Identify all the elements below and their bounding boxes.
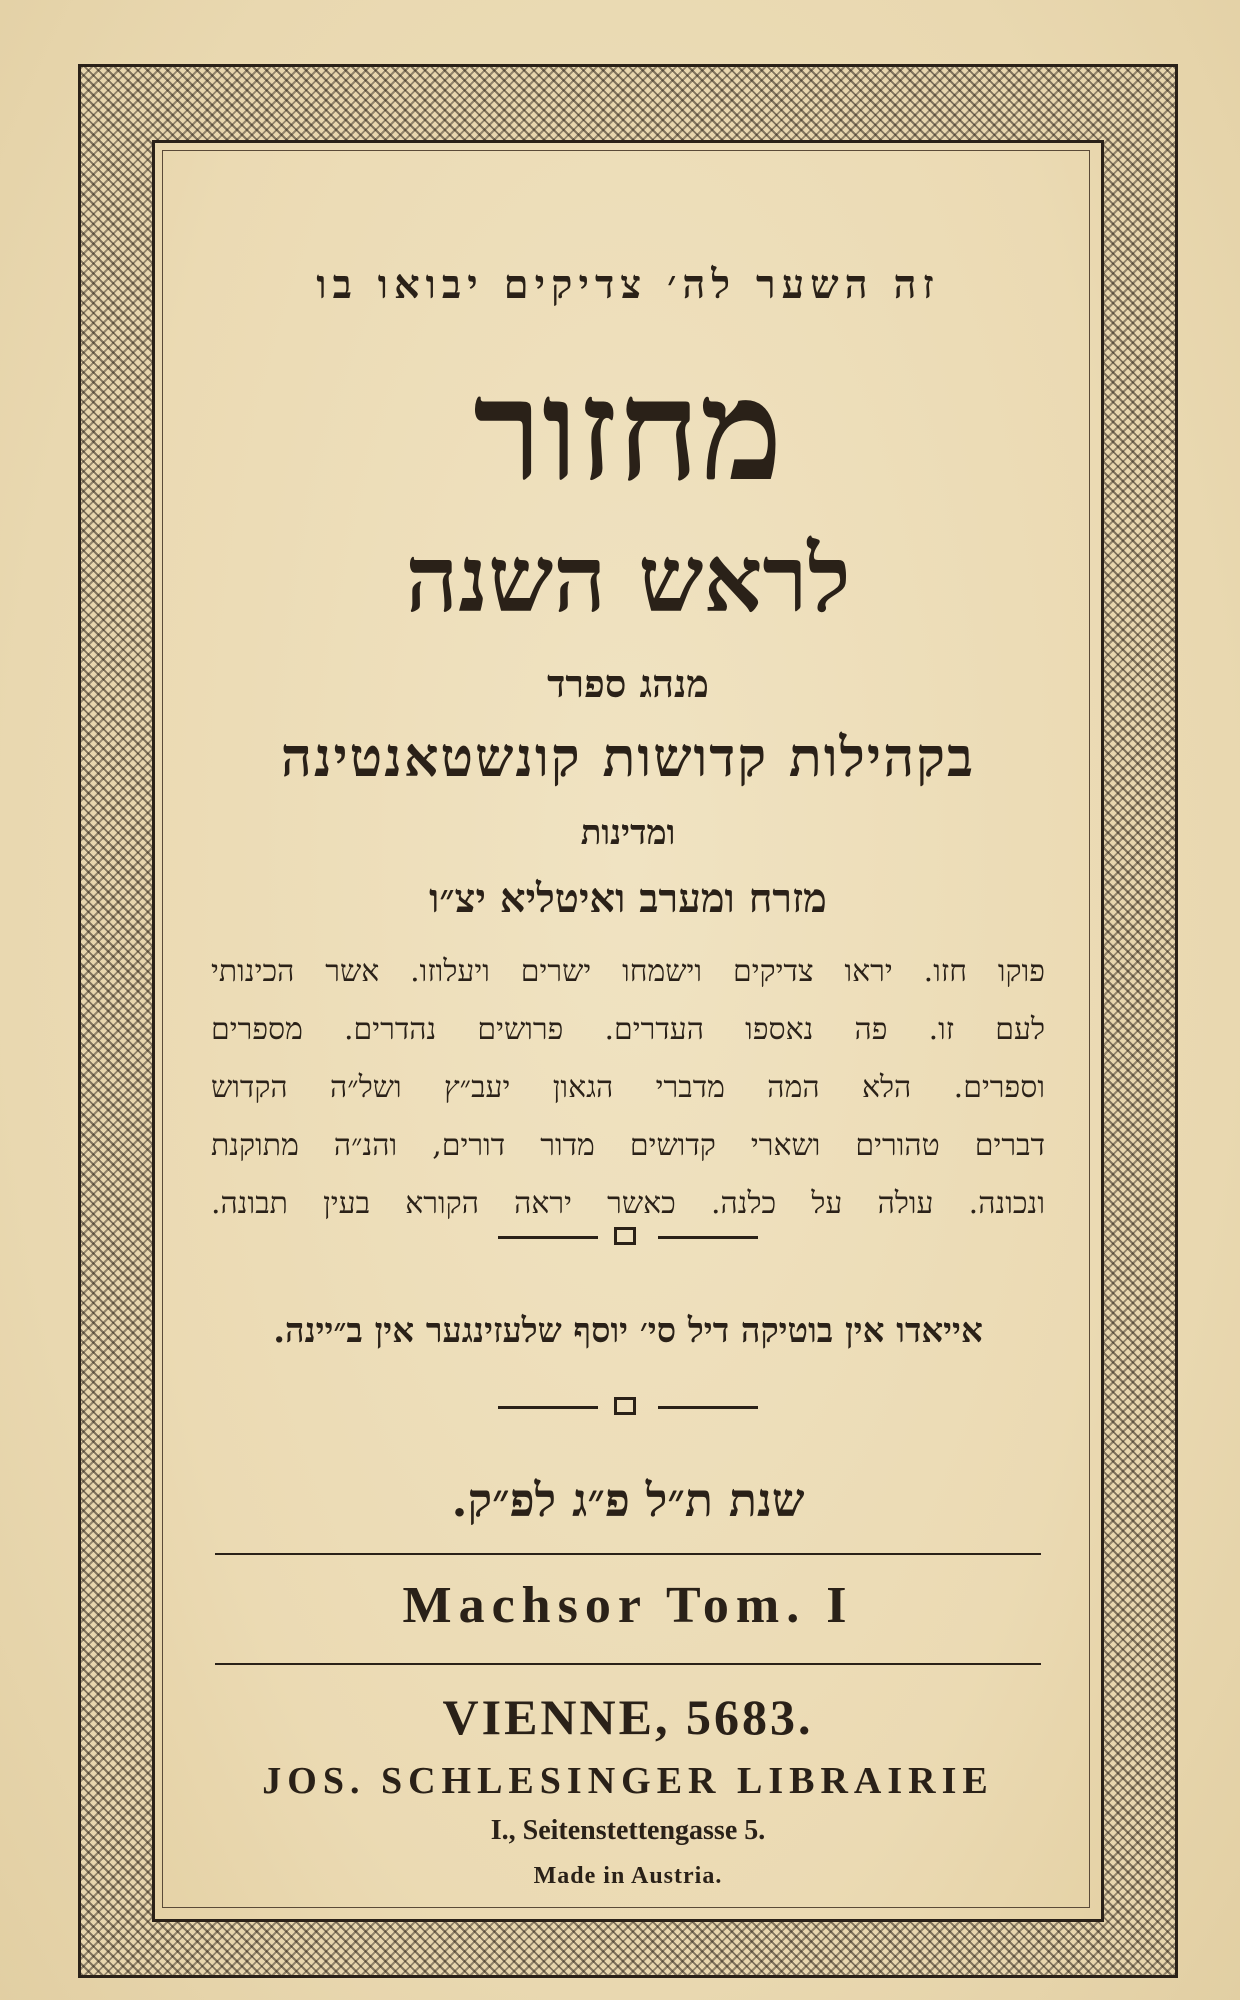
description-line: פוקו חזו. יראו צדיקים וישמחו ישרים ויעלוזו. אשר הכינותי — [211, 954, 1045, 989]
year-line: שנת ת״ל פ״ג לפ״ק. — [451, 1473, 805, 1527]
description-line: דברים טהורים ושארי קדושים מדור דורים, והנ״ה מתוקנת — [211, 1128, 1045, 1163]
publisher-line: אייאדו אין בוטיקה דיל סי׳ יוסף שלעזינגער אין ב״יינה. — [273, 1311, 983, 1351]
title-machzor: מחזור — [473, 349, 783, 513]
publisher-address: I., Seitenstettengasse 5. — [490, 1815, 766, 1846]
ornament-divider — [498, 1397, 758, 1417]
description-line: ונכונה. עולה על כלנה. כאשר יראה הקורא בעין תבונה. — [211, 1186, 1045, 1221]
description-line: וספרים. הלא המה מדברי הגאון יעב״ץ ושל״ה הקדוש — [211, 1070, 1045, 1105]
divider-line — [215, 1553, 1041, 1555]
medinot: ומדינות — [580, 813, 676, 853]
tome-title: Machsor Tom. I — [402, 1577, 854, 1634]
made-in: Made in Austria. — [533, 1863, 723, 1889]
regions: מזרח ומערב ואיטליא יצ״ו — [429, 875, 827, 922]
city-year: VIENNE, 5683. — [442, 1689, 814, 1745]
title-rosh-hashana: לראש השנה — [405, 525, 851, 633]
publisher-name: JOS. SCHLESINGER LIBRAIRIE — [262, 1760, 994, 1802]
description-paragraph — [211, 943, 1045, 1233]
motto: זה השער לה׳ צדיקים יבואו בו — [316, 261, 940, 308]
description-line: לעם זו. פה נאספו העדרים. פרושים נהדרים. מספרים — [211, 1012, 1045, 1047]
inner-panel — [152, 140, 1104, 1922]
congregations: בקהילות קדושות קונשטאנטינה — [280, 725, 976, 789]
minhag: מנהג ספרד — [547, 661, 709, 706]
divider-line — [215, 1663, 1041, 1665]
ornament-divider — [498, 1227, 758, 1247]
